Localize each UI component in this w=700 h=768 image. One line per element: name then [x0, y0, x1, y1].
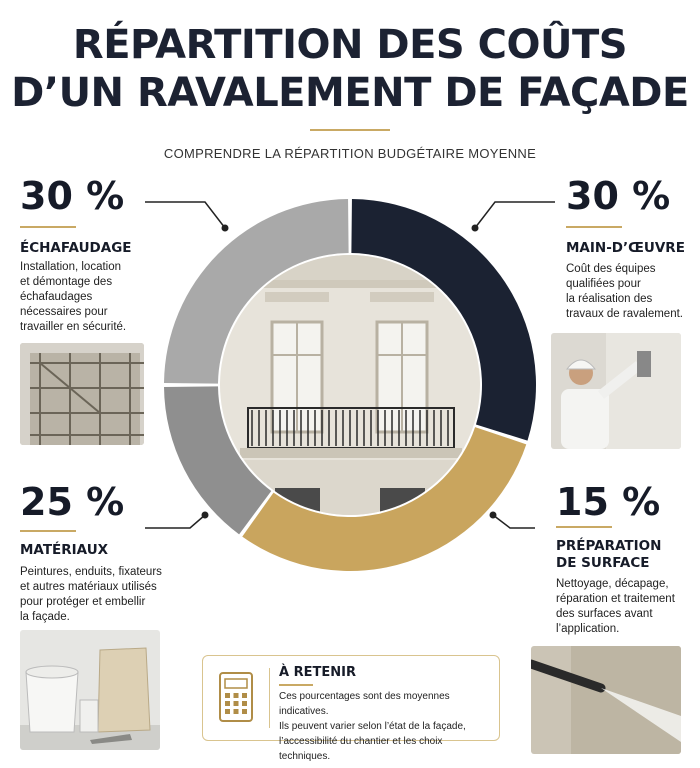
worker-photo [551, 333, 681, 449]
percent-materiaux: 25 % [20, 480, 125, 524]
leader-line-materiaux [145, 515, 205, 528]
note-divider [269, 668, 270, 728]
percent-echafaudage: 30 % [20, 174, 125, 218]
category-main-oeuvre: MAIN-D’ŒUVRE [566, 240, 685, 256]
note-text: Ces pourcentages sont des moyennes indicatives. Ils peuvent varier selon l’état de la façade, l’accessibilité du chantier et les choix techniques. [279, 691, 466, 762]
percent-main-oeuvre: 30 % [566, 174, 671, 218]
description-echafaudage: Installation, location et démontage des échafaudages nécessaires pour travailler en sécurité. [20, 261, 127, 333]
leader-line-main-oeuvre [475, 202, 555, 228]
note-title-rule [279, 684, 313, 686]
leader-line-echafaudage [145, 202, 225, 228]
divider-echafaudage [20, 226, 76, 228]
page-title-line-1: RÉPARTITION DES COÛTS [72, 22, 628, 68]
description-preparation: Nettoyage, décapage, réparation et traitement des surfaces avant l’application. [556, 578, 675, 635]
divider-main-oeuvre [566, 226, 622, 228]
category-preparation-line-1: PRÉPARATION [556, 538, 662, 554]
category-materiaux: MATÉRIAUX [20, 542, 109, 558]
divider-materiaux [20, 530, 76, 532]
percent-preparation: 15 % [556, 480, 661, 524]
leader-line-preparation [493, 515, 535, 528]
page-title-line-2: D’UN RAVALEMENT DE FAÇADE [11, 70, 689, 116]
divider-preparation [556, 526, 612, 528]
scaffolding-photo [20, 343, 144, 445]
category-preparation-line-2: DE SURFACE [556, 555, 650, 571]
note-title: À RETENIR [279, 665, 356, 680]
description-materiaux: Peintures, enduits, fixateurs et autres matériaux utilisés pour protéger et embellir la façade. [20, 566, 162, 623]
pressure-washer-photo [531, 646, 681, 754]
description-main-oeuvre: Coût des équipes qualifiées pour la réalisation des travaux de ravalement. [566, 263, 683, 320]
subtitle: COMPRENDRE LA RÉPARTITION BUDGÉTAIRE MOYENNE [163, 146, 537, 161]
category-echafaudage: ÉCHAFAUDAGE [20, 240, 132, 256]
calculator-icon [219, 672, 253, 722]
note-box [202, 655, 500, 762]
materials-photo [20, 630, 160, 750]
